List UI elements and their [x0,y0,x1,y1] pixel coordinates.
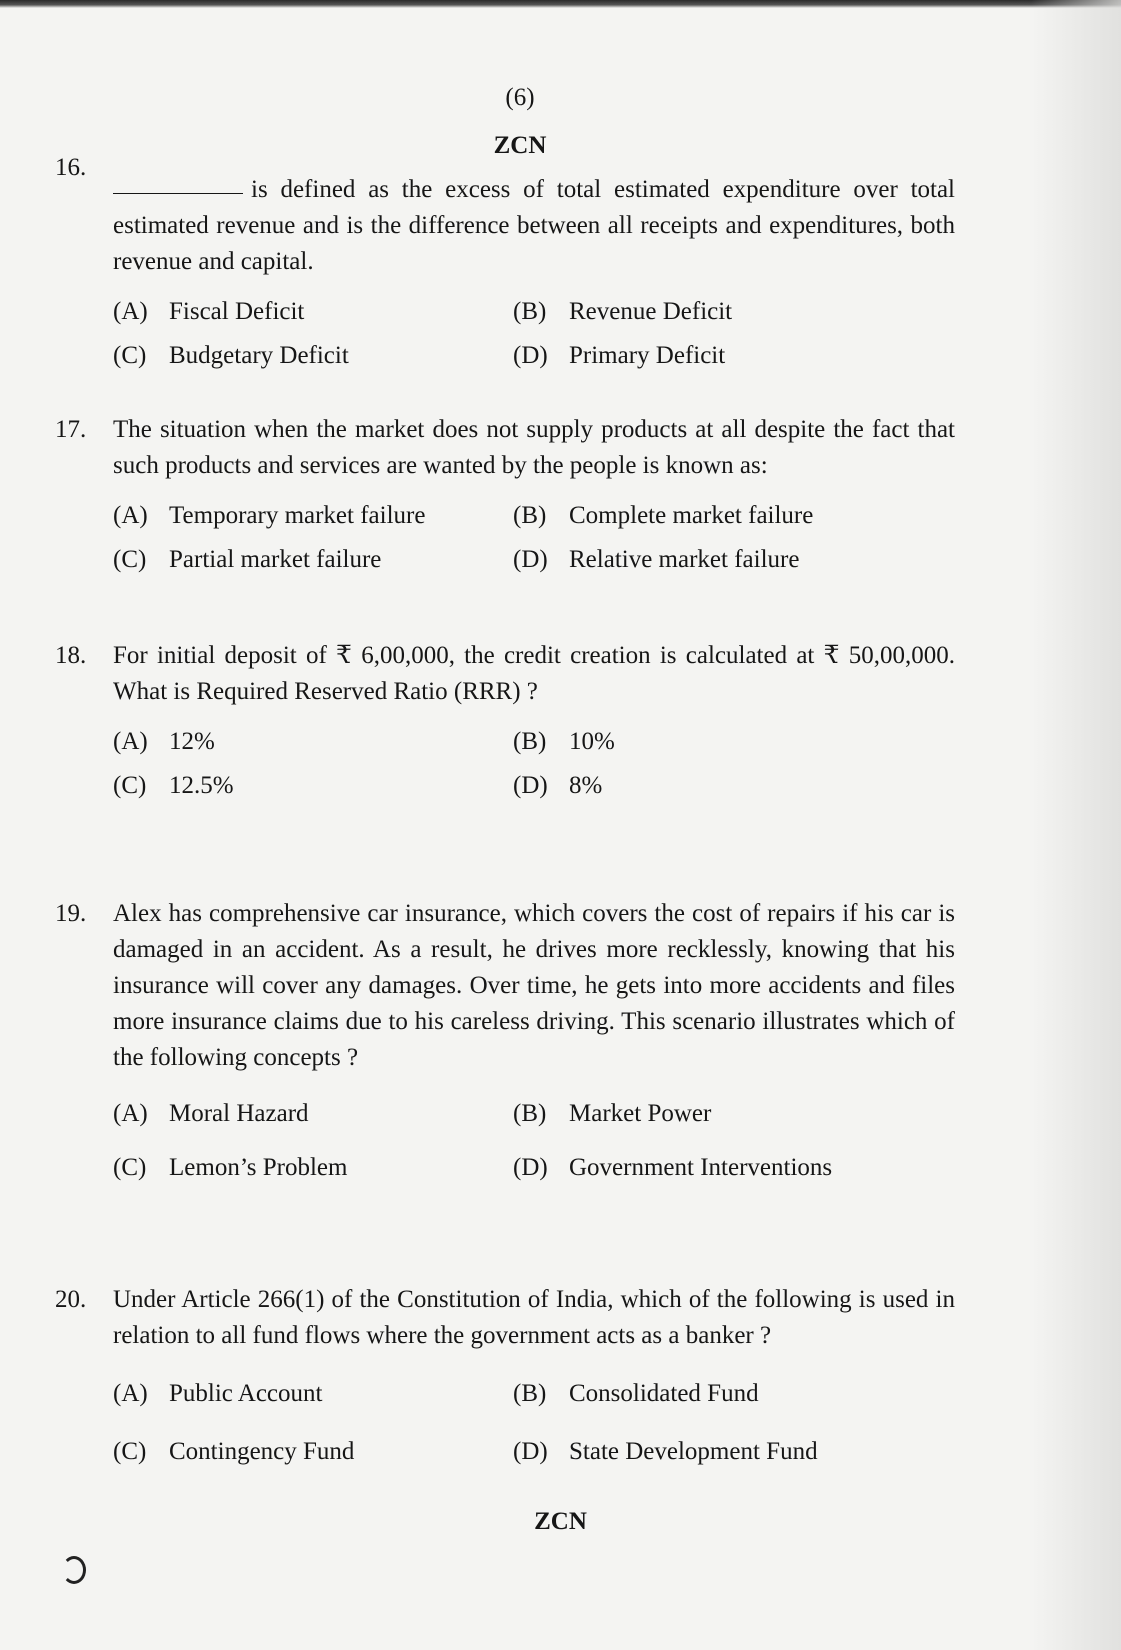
question-16 [55,150,955,374]
options [113,498,955,578]
option-b [513,294,933,330]
option-text: State Development Fund [569,1438,818,1465]
options [113,294,955,374]
option-text: Temporary market failure [169,502,426,529]
series-code-header: ZCN [493,132,547,159]
option-a [113,724,513,760]
page-number: (6) [505,84,535,111]
option-letter: (C) [113,1438,147,1465]
option-letter: (D) [513,546,548,573]
option-letter: (A) [113,1100,148,1127]
options [113,724,955,804]
option-text: Moral Hazard [169,1100,309,1127]
option-letter: (D) [513,342,548,369]
option-text: Relative market failure [569,546,800,573]
question-number: 16. [55,154,87,181]
option-d [513,1150,933,1186]
option-letter: (B) [513,298,547,325]
question-number: 17. [55,416,87,443]
option-d [513,542,933,578]
punch-hole-mark [62,1556,86,1584]
option-text: Public Account [169,1380,323,1407]
option-letter: (B) [513,1380,547,1407]
option-a [113,294,513,330]
option-letter: (D) [513,772,548,799]
question-text [113,150,955,280]
answer-blank [113,189,243,194]
question-text: The situation when the market does not supply products at all despite the fact that such products and services are wanted by the people is known as: [113,416,955,479]
option-text: Contingency Fund [169,1438,355,1465]
option-text: Complete market failure [569,502,814,529]
option-a [113,498,513,534]
option-b [513,498,933,534]
option-text: Government Interventions [569,1154,833,1181]
option-text: Consolidated Fund [569,1380,759,1407]
option-text: 12% [169,728,215,755]
option-d [513,1434,933,1470]
option-letter: (C) [113,772,147,799]
question-19 [55,896,955,1186]
option-letter: (A) [113,298,148,325]
question-20 [55,1282,955,1470]
option-text: Partial market failure [169,546,382,573]
option-text: Lemon’s Problem [169,1154,348,1181]
question-text-body: is defined as the excess of total estimated expenditure over total estimated revenue and is the difference between all receipts and expenditures, both revenue and capital. [113,176,955,275]
question-text: Under Article 266(1) of the Constitution of India, which of the following is used in relation to all fund flows where the government acts as a banker ? [113,1286,955,1349]
option-text: Fiscal Deficit [169,298,305,325]
option-letter: (D) [513,1154,548,1181]
option-letter: (C) [113,342,147,369]
option-a [113,1376,513,1412]
option-c [113,542,513,578]
option-letter: (A) [113,728,148,755]
option-letter: (D) [513,1438,548,1465]
options [113,1376,955,1470]
option-letter: (C) [113,546,147,573]
option-d [513,338,933,374]
option-c [113,338,513,374]
question-text: Alex has comprehensive car insurance, which covers the cost of repairs if his car is damaged in an accident. As a result, he drives more recklessly, knowing that his insurance will cover any damages. Over time, he gets into more accidents and files more insurance claims due to his careless driving. This scenario illustrates which of the following concepts ? [113,900,955,1071]
question-number: 20. [55,1286,87,1313]
option-text: Market Power [569,1100,712,1127]
option-letter: (C) [113,1154,147,1181]
question-number: 18. [55,642,87,669]
option-letter: (B) [513,502,547,529]
page-shadow [1031,0,1121,1650]
option-text: 8% [569,772,603,799]
option-text: 12.5% [169,772,234,799]
option-text: 10% [569,728,615,755]
option-c [113,768,513,804]
options [113,1096,955,1186]
option-a [113,1096,513,1132]
option-b [513,1096,933,1132]
question-text: For initial deposit of ₹ 6,00,000, the credit creation is calculated at ₹ 50,00,000. What is Required Reserved Ratio (RRR) ? [113,642,955,705]
option-letter: (B) [513,728,547,755]
option-text: Primary Deficit [569,342,726,369]
option-text: Revenue Deficit [569,298,733,325]
option-c [113,1434,513,1470]
option-d [513,768,933,804]
option-text: Budgetary Deficit [169,342,349,369]
option-c [113,1150,513,1186]
option-letter: (A) [113,502,148,529]
series-code-footer: ZCN [534,1508,587,1535]
question-number: 19. [55,900,87,927]
question-17 [55,412,955,578]
option-letter: (B) [513,1100,547,1127]
option-b [513,1376,933,1412]
option-b [513,724,933,760]
option-letter: (A) [113,1380,148,1407]
question-18 [55,638,955,804]
page-top-edge [0,0,1121,8]
